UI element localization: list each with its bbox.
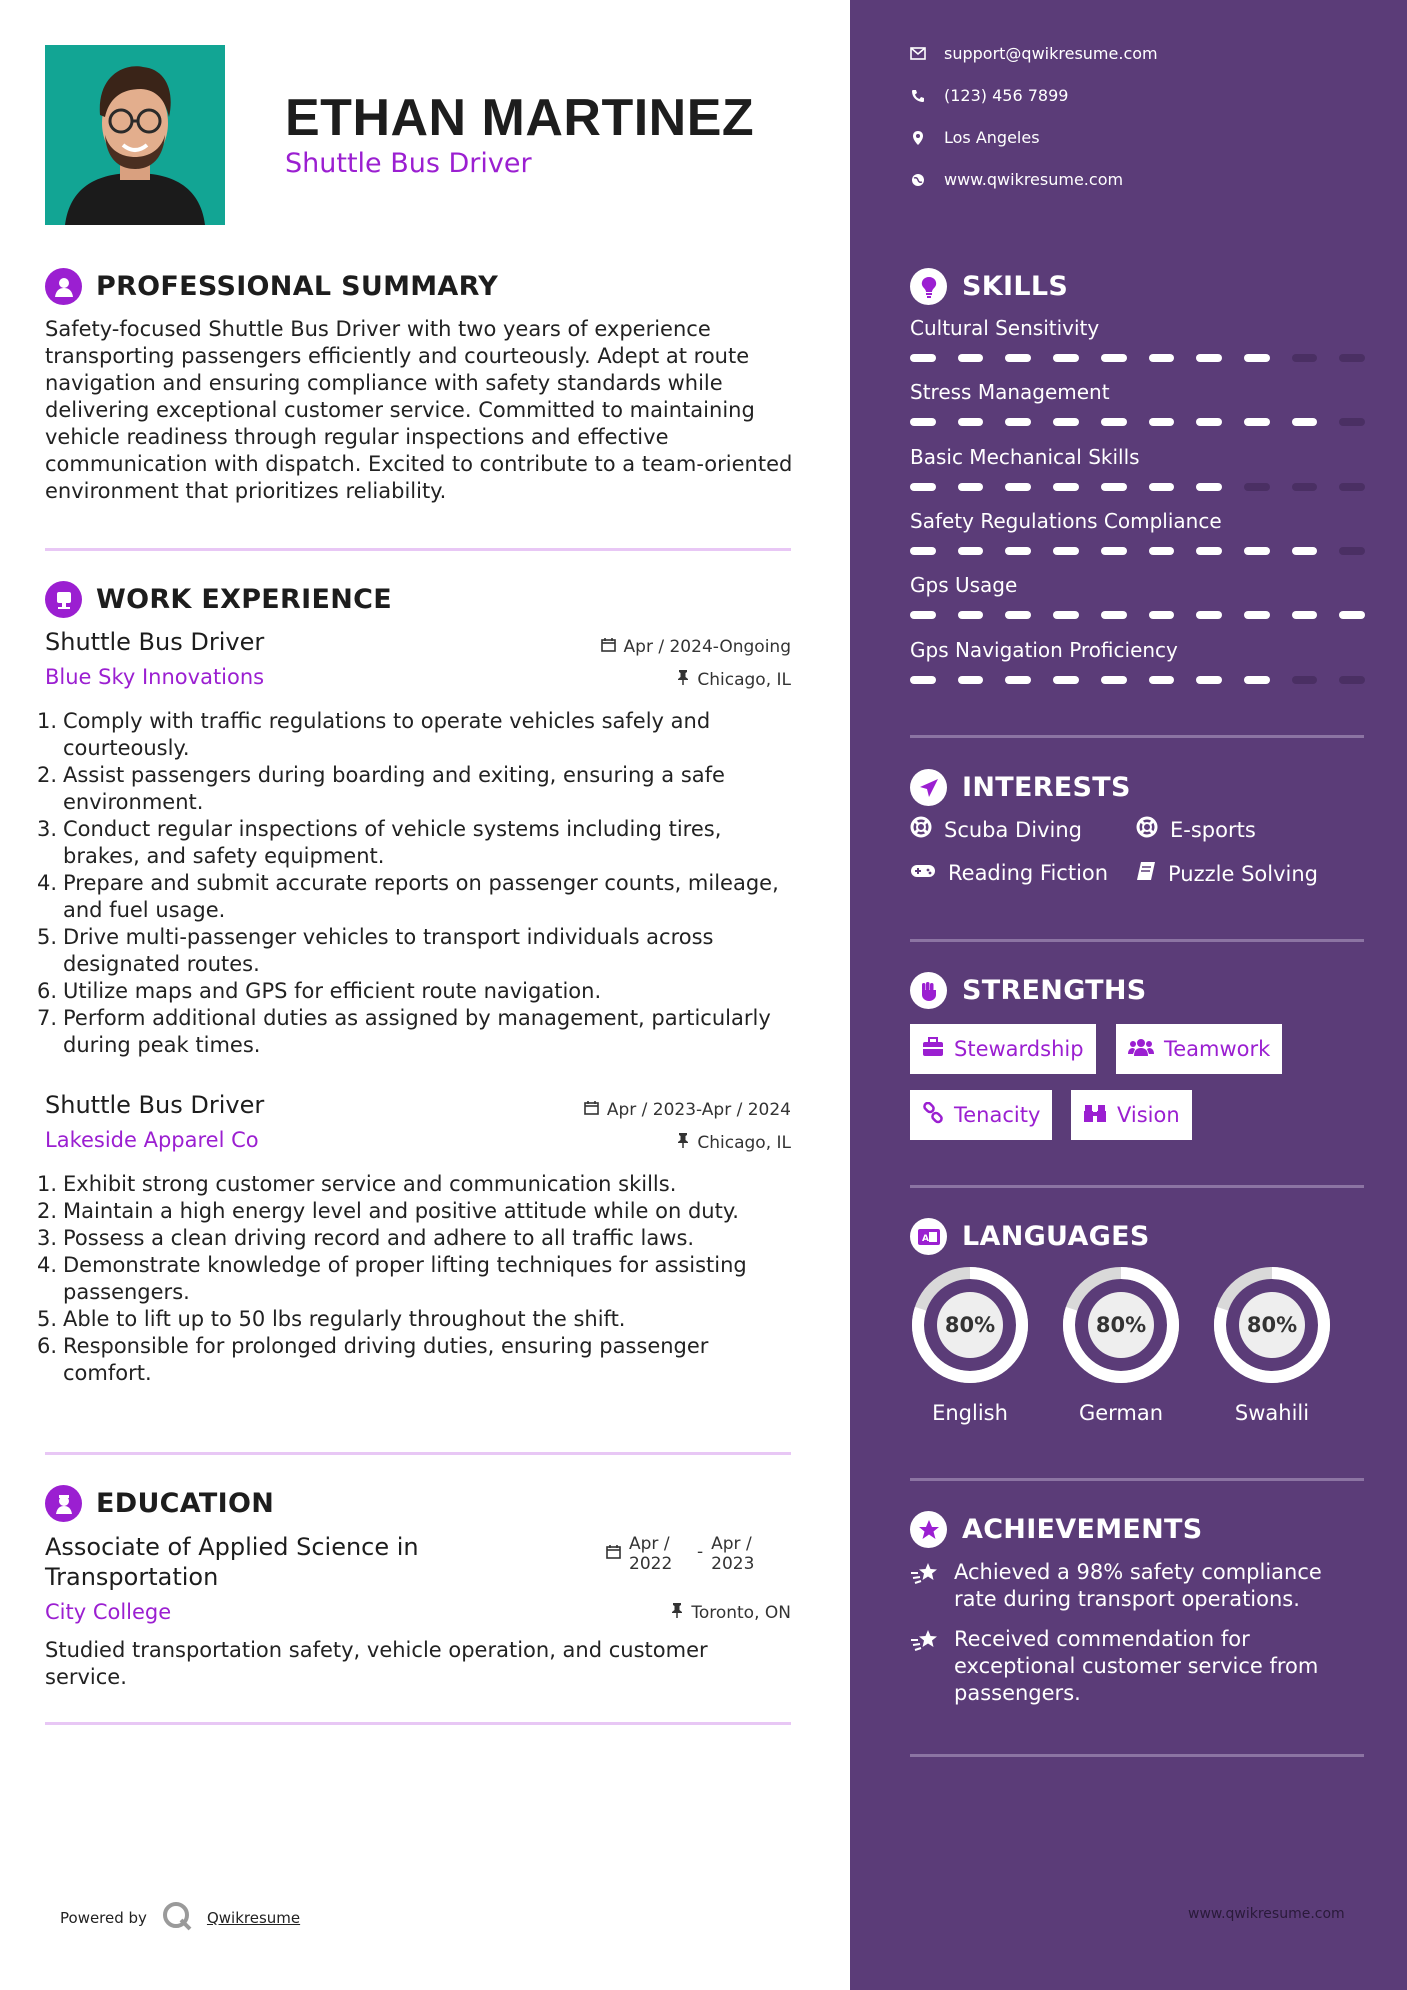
skill-level-bar [910, 483, 1365, 491]
skill-dash-filled [1005, 483, 1031, 491]
skill-dash-filled [958, 418, 984, 426]
contact-website-text: www.qwikresume.com [944, 170, 1124, 189]
skill-dash-filled [910, 676, 936, 684]
skill-dash-empty [1339, 354, 1365, 362]
summary-title: PROFESSIONAL SUMMARY [96, 271, 499, 302]
contact-phone[interactable] [910, 86, 1068, 105]
skill-dash-filled [910, 547, 936, 555]
education-description: Studied transportation safety, vehicle operation, and customer service. [45, 1638, 708, 1689]
languages-title: LANGUAGES [962, 1221, 1150, 1252]
language-item [910, 1265, 1030, 1425]
language-percent: 80% [1246, 1313, 1298, 1337]
skill-level-bar [910, 676, 1365, 684]
interest-label: Puzzle Solving [1168, 861, 1318, 886]
pushpin-icon [677, 669, 689, 690]
duty-item: Comply with traffic regulations to operate vehicles safely and courteously. [63, 709, 711, 760]
skill-dash-filled [1005, 547, 1031, 555]
skill-name: Gps Navigation Proficiency [910, 638, 1178, 662]
sidebar-divider [910, 1754, 1364, 1757]
language-name: Swahili [1234, 1401, 1310, 1425]
education-location [671, 1602, 791, 1623]
language-name: English [932, 1401, 1008, 1425]
skill-dash-empty [1339, 676, 1365, 684]
language-progress-ring [1061, 1265, 1181, 1385]
achievement-item [910, 1559, 1370, 1613]
skill-dash-filled [1196, 676, 1222, 684]
globe-icon [910, 172, 926, 188]
education-dates [606, 1534, 754, 1574]
language-percent: 80% [1095, 1313, 1147, 1337]
skill-dash-filled [1149, 611, 1175, 619]
paper-plane-icon [910, 769, 947, 806]
skill-dash-filled [1292, 547, 1318, 555]
sidebar-divider [910, 939, 1364, 942]
interests-heading [910, 769, 1131, 806]
achievement-text: Achieved a 98% safety compliance rate during transport operations. [954, 1560, 1322, 1611]
star-badge-icon [910, 1511, 947, 1548]
skill-dash-filled [1053, 483, 1079, 491]
skill-dash-filled [1101, 611, 1127, 619]
skill-dash-filled [1196, 354, 1222, 362]
skill-dash-empty [1339, 483, 1365, 491]
skill-dash-filled [1005, 676, 1031, 684]
job-2-location [677, 1132, 791, 1153]
skill-dash-filled [1053, 611, 1079, 619]
education-start-month: Apr / [629, 1534, 670, 1554]
skill-dash-filled [1244, 547, 1270, 555]
job-1-company: Blue Sky Innovations [45, 665, 265, 689]
skill-dash-filled [1053, 418, 1079, 426]
duty-item: Demonstrate knowledge of proper lifting techniques for assisting passengers. [63, 1253, 747, 1304]
strengths-heading [910, 972, 1147, 1009]
skill-dash-filled [1005, 611, 1031, 619]
skill-dash-filled [958, 611, 984, 619]
gamepad-icon [910, 861, 936, 885]
link-icon [922, 1102, 944, 1129]
interest-label: Reading Fiction [948, 861, 1109, 885]
duty-item: Conduct regular inspections of vehicle systems including tires, brakes, and safety equipment. [63, 817, 722, 868]
skill-dash-empty [1292, 354, 1318, 362]
skill-dash-filled [1101, 676, 1127, 684]
language-item [1061, 1265, 1181, 1425]
skill-dash-filled [1149, 354, 1175, 362]
duty-item: Drive multi-passenger vehicles to transport individuals across designated routes. [63, 925, 714, 976]
shooting-star-icon [910, 1559, 940, 1613]
strength-chip [910, 1090, 1052, 1140]
skill-dash-filled [1244, 611, 1270, 619]
users-icon [1128, 1037, 1154, 1062]
interest-label: E-sports [1170, 817, 1256, 842]
job-1-location-text: Chicago, IL [697, 669, 791, 690]
job-1-duties [45, 708, 785, 1059]
achievements-heading [910, 1511, 1203, 1548]
language-progress-ring [1212, 1265, 1332, 1385]
interest-item [910, 816, 1082, 843]
calendar-icon [584, 1100, 599, 1120]
profile-photo [45, 45, 225, 225]
interest-label: Scuba Diving [944, 817, 1082, 842]
skill-dash-filled [1053, 354, 1079, 362]
briefcase-icon [922, 1037, 944, 1062]
lightbulb-icon [910, 268, 947, 305]
duty-item: Prepare and submit accurate reports on passenger counts, mileage, and fuel usage. [63, 871, 779, 922]
sidebar-divider [910, 1185, 1364, 1188]
duty-item: Maintain a high energy level and positive attitude while on duty. [63, 1199, 739, 1223]
contact-email[interactable] [910, 44, 1158, 63]
skill-dash-filled [1292, 418, 1318, 426]
achievements-title: ACHIEVEMENTS [962, 1514, 1203, 1545]
fist-icon [910, 972, 947, 1009]
contact-website[interactable] [910, 170, 1123, 189]
strength-label: Teamwork [1164, 1037, 1271, 1061]
skill-dash-filled [958, 547, 984, 555]
school-name: City College [45, 1600, 172, 1624]
duty-item: Utilize maps and GPS for efficient route navigation. [63, 979, 602, 1003]
skill-dash-empty [1339, 418, 1365, 426]
skill-level-bar [910, 354, 1365, 362]
experience-heading [45, 581, 392, 618]
skill-dash-filled [1053, 547, 1079, 555]
skill-dash-filled [1244, 676, 1270, 684]
skill-dash-filled [1292, 611, 1318, 619]
contact-location-text: Los Angeles [944, 128, 1040, 147]
skill-dash-filled [1005, 418, 1031, 426]
pushpin-icon [677, 1132, 689, 1153]
skill-dash-filled [1149, 547, 1175, 555]
skill-dash-filled [910, 483, 936, 491]
section-divider [45, 548, 791, 551]
skill-dash-empty [1244, 483, 1270, 491]
skill-dash-filled [1149, 483, 1175, 491]
strengths-title: STRENGTHS [962, 975, 1147, 1006]
shooting-star-icon [910, 1626, 940, 1707]
skill-dash-filled [910, 354, 936, 362]
language-percent: 80% [944, 1313, 996, 1337]
education-end-date [711, 1534, 754, 1574]
strength-label: Tenacity [954, 1103, 1041, 1127]
education-start-date [629, 1534, 689, 1574]
skill-dash-filled [1196, 611, 1222, 619]
experience-title: WORK EXPERIENCE [96, 584, 392, 615]
interest-item [910, 861, 1108, 885]
skill-name: Basic Mechanical Skills [910, 445, 1140, 469]
skill-name: Safety Regulations Compliance [910, 509, 1222, 533]
sidebar [850, 0, 1407, 1990]
duty-item: Perform additional duties as assigned by management, particularly during peak times. [63, 1006, 771, 1057]
achievement-text: Received commendation for exceptional customer service from passengers. [954, 1627, 1319, 1705]
pushpin-icon [671, 1602, 683, 1623]
skill-level-bar [910, 418, 1365, 426]
duty-item: Able to lift up to 50 lbs regularly throughout the shift. [63, 1307, 626, 1331]
language-progress-ring [910, 1265, 1030, 1385]
job-2-dates [584, 1100, 791, 1120]
duty-item: Exhibit strong customer service and communication skills. [63, 1172, 677, 1196]
strength-chip [910, 1024, 1096, 1074]
skill-dash-filled [910, 418, 936, 426]
life-ring-icon [910, 816, 932, 843]
skill-name: Stress Management [910, 380, 1110, 404]
skill-level-bar [910, 547, 1365, 555]
strength-label: Vision [1117, 1103, 1180, 1127]
job-2-title: Shuttle Bus Driver [45, 1091, 265, 1119]
skill-dash-empty [1292, 483, 1318, 491]
skill-name: Cultural Sensitivity [910, 316, 1100, 340]
skill-dash-filled [1101, 354, 1127, 362]
candidate-name: ETHAN MARTINEZ [285, 89, 755, 147]
skills-title: SKILLS [962, 271, 1069, 302]
skills-heading [910, 268, 1068, 305]
skill-dash-filled [1005, 354, 1031, 362]
education-end-month: Apr / [711, 1534, 752, 1554]
footer-website[interactable]: www.qwikresume.com [1188, 1906, 1345, 1922]
map-marker-icon [910, 130, 926, 146]
skill-dash-filled [1053, 676, 1079, 684]
skill-dash-filled [958, 676, 984, 684]
strength-chip [1116, 1024, 1282, 1074]
calendar-icon [606, 1534, 621, 1564]
summary-text: Safety-focused Shuttle Bus Driver with two years of experience transporting passengers efficiently and courteously. Adept at route navigation and ensuring compliance with safety standards while delivering exceptional customer service. Committed to maintaining vehicle readiness through regular inspections and effective communication with dispatch. Excited to contribute to a team-oriented environment that prioritizes reliability. [45, 317, 793, 503]
education-title: EDUCATION [96, 1488, 275, 1519]
duty-item: Assist passengers during boarding and exiting, ensuring a safe environment. [63, 763, 725, 814]
sidebar-divider [910, 735, 1364, 738]
language-icon [910, 1218, 947, 1255]
languages-heading [910, 1218, 1150, 1255]
section-divider [45, 1722, 791, 1725]
duty-item: Possess a clean driving record and adhere to all traffic laws. [63, 1226, 695, 1250]
qwikresume-logo-icon [161, 1900, 193, 1936]
education-end-year: 2023 [711, 1554, 755, 1574]
briefcase-icon [45, 581, 82, 618]
job-1-dates [601, 637, 791, 657]
powered-by [60, 1900, 300, 1936]
qwikresume-link[interactable]: Qwikresume [206, 1909, 301, 1927]
skill-dash-filled [1244, 354, 1270, 362]
job-2-location-text: Chicago, IL [697, 1132, 791, 1153]
job-2-dates-text: Apr / 2023-Apr / 2024 [606, 1100, 791, 1120]
language-item [1212, 1265, 1332, 1425]
strength-chip [1071, 1090, 1192, 1140]
skill-dash-filled [1149, 418, 1175, 426]
envelope-icon [910, 46, 926, 62]
candidate-role: Shuttle Bus Driver [285, 148, 532, 179]
job-1-location [677, 669, 791, 690]
skill-dash-filled [1101, 483, 1127, 491]
sidebar-divider [910, 1478, 1364, 1481]
skill-dash-filled [1196, 483, 1222, 491]
summary-heading [45, 268, 498, 305]
person-portrait-icon [45, 45, 225, 225]
book-icon [1136, 861, 1156, 886]
contact-email-text: support@qwikresume.com [944, 44, 1158, 63]
interest-item [1136, 816, 1256, 843]
language-name: German [1078, 1401, 1164, 1425]
achievement-item [910, 1626, 1370, 1707]
education-location-text: Toronto, ON [691, 1602, 791, 1623]
education-start-year: 2022 [629, 1554, 673, 1574]
powered-by-label: Powered by [60, 1909, 147, 1927]
calendar-icon [601, 637, 616, 657]
duty-item: Responsible for prolonged driving duties, ensuring passenger comfort. [63, 1334, 709, 1385]
phone-icon [910, 88, 926, 104]
interest-item [1136, 861, 1318, 886]
user-circle-icon [45, 268, 82, 305]
skill-dash-filled [1196, 547, 1222, 555]
contact-phone-text: (123) 456 7899 [944, 86, 1069, 105]
date-separator: - [697, 1542, 704, 1562]
skill-dash-filled [1196, 418, 1222, 426]
interests-title: INTERESTS [962, 772, 1131, 803]
svg-text:A: A [921, 1233, 929, 1244]
skill-dash-filled [1339, 611, 1365, 619]
skill-dash-filled [910, 611, 936, 619]
degree-title: Associate of Applied Science in Transportation [45, 1533, 419, 1591]
graduate-icon [45, 1485, 82, 1522]
section-divider [45, 1452, 791, 1455]
skill-dash-filled [958, 354, 984, 362]
skill-dash-filled [1149, 676, 1175, 684]
job-2-company: Lakeside Apparel Co [45, 1128, 259, 1152]
skill-level-bar [910, 611, 1365, 619]
contact-location [910, 128, 1040, 147]
skill-dash-filled [1101, 418, 1127, 426]
skill-dash-empty [1339, 547, 1365, 555]
strength-label: Stewardship [954, 1037, 1084, 1061]
skill-name: Gps Usage [910, 573, 1018, 597]
skill-dash-filled [1244, 418, 1270, 426]
job-2-duties [45, 1171, 785, 1387]
life-ring-icon [1136, 816, 1158, 843]
education-heading [45, 1485, 274, 1522]
skill-dash-filled [958, 483, 984, 491]
job-1-title: Shuttle Bus Driver [45, 628, 265, 656]
binoculars-icon [1083, 1103, 1107, 1128]
skill-dash-filled [1101, 547, 1127, 555]
job-1-dates-text: Apr / 2024-Ongoing [623, 637, 791, 657]
skill-dash-empty [1292, 676, 1318, 684]
